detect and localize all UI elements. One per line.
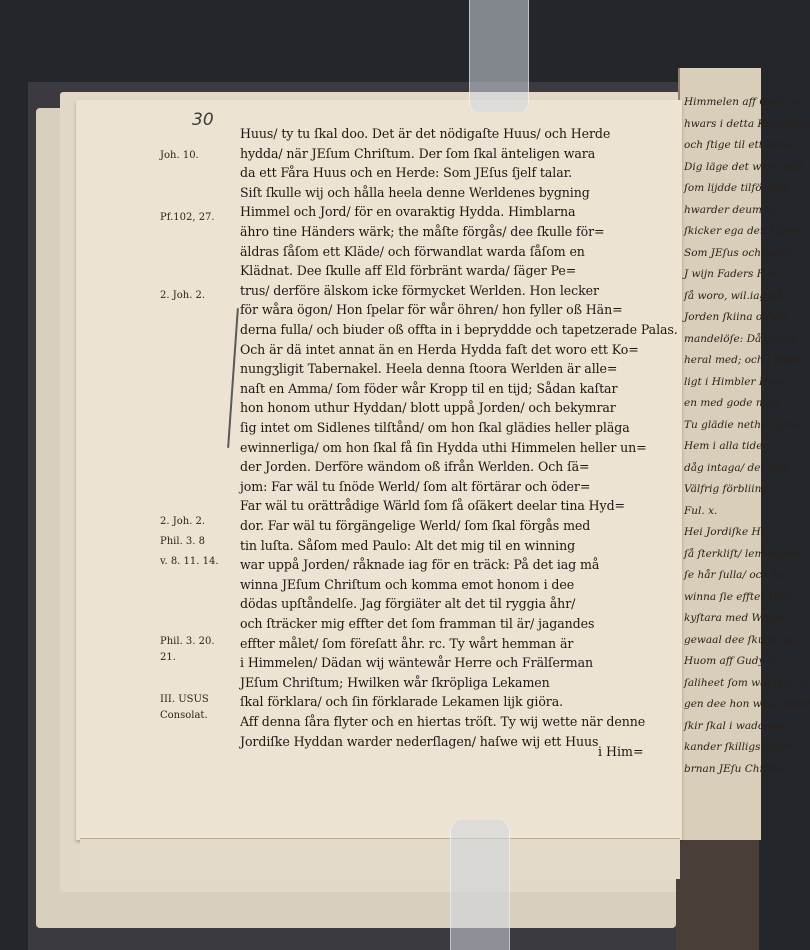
text-line: nungʒligit Tabernakel. Heela denna ſtoora Werlden är alle= (240, 361, 618, 377)
facing-page-line: och ſtige til ett annat; ſ (684, 139, 808, 151)
text-line: Far wäl tu orättrådige Wärld ſom ſå oſäkert deelar tina Hyd= (240, 498, 625, 514)
text-line: för wåra ögon/ Hon ſpelar för wår öhren/ hon fyller oß Hän= (240, 302, 623, 318)
text-line: tin luſta. Såſom med Paulo: Alt det mig til en winning (240, 537, 576, 553)
page-clip-top (469, 0, 529, 112)
facing-page-line: Himmelen aff Gudi bei (684, 96, 805, 108)
page-stack-edge (80, 838, 680, 879)
facing-page (678, 68, 810, 840)
text-line: ähro tine Händers wärk; the måſte förgås/ dee ſkulle för= (240, 224, 605, 239)
facing-page-line: Dig läge det wärt wijſt (684, 160, 804, 173)
margin-note: Phil. 3. 8 (160, 536, 206, 547)
text-line: winna JEſum Chriſtum och komma emot honom i dee (240, 576, 575, 592)
facing-page-line: kander ſkilligs hidan (684, 741, 794, 753)
book-cover (676, 840, 759, 950)
text-line: JEſum Chriſtum; Hwilken wår ſkröpliga Lekamen (240, 674, 550, 690)
text-line: naſt en Amma/ ſom föder wår Kropp til en tijd; Sådan kaſtar (240, 380, 618, 396)
page-number: 30 (192, 110, 214, 130)
margin-note: Consolat. (160, 710, 208, 721)
facing-page-line: Som JEſus och talar (684, 246, 790, 259)
margin-note: 2. Joh. 2. (160, 516, 206, 527)
text-line: i Himmelen/ Dädan wij wäntewår Herre och Frälſerman (240, 655, 594, 671)
facing-page-line: ſom lijdde tilförſelle (684, 182, 790, 194)
text-line: dödas upſtåndelſe. Jag förgiäter alt det til ryggia åhr/ (240, 596, 576, 612)
text-line: effter målet/ ſom föreſatt åhr. rc. Ty wårt hemman är (240, 635, 574, 651)
facing-page-line: gewaal dee ſkulle wa (684, 633, 797, 646)
text-line: hydda/ när JEſum Chriſtum. Der ſom ſkal änteligen wara (240, 145, 596, 161)
text-line: och ſträcker mig effter det ſom framman til är/ jagandes (240, 616, 595, 631)
text-line: äldras ſåſom ett Kläde/ och förwandlat warda ſåſom en (240, 243, 585, 259)
facing-page-line: ſe hår ſulla/ och kar (684, 569, 790, 581)
margin-note: 2. Joh. 2. (160, 290, 206, 301)
facing-page-line: en med gode med. (684, 397, 783, 409)
facing-page-line: hwars i detta Kroonung (684, 117, 810, 130)
facing-page-line: ſkir ſkal i wadomen (684, 719, 788, 732)
text-line: war uppå Jorden/ råknade iag för en träck: På det iag må (240, 557, 600, 573)
text-line: jom: Far wäl tu ſnöde Werld/ ſom alt förtärar och öder= (240, 478, 591, 494)
facing-page-line: heral med; och i ſkälli (684, 354, 801, 366)
margin-note: Joh. 10. (160, 150, 199, 161)
text-line: Siſt ſkulle wij och hålla heela denne Werldenes bygning (240, 184, 590, 200)
text-line: dor. Far wäl tu förgängelige Werld/ ſom ſkal förgås med (240, 518, 591, 533)
text-line: ſig intet om Sidlenes tilſtånd/ om hon ſkal glädies heller pläga (240, 420, 630, 435)
text-line: Aff denna ſåra flyter och en hiertas tröſt. Ty wij wette när denne (240, 714, 646, 729)
facing-page-line: J wijn Faders Hun (684, 268, 780, 280)
text-line: ſkal förklara/ och ſin förklarade Lekamen lijk giöra. (240, 694, 564, 710)
text-line: Himmel och Jord/ för en ovaraktig Hydda. Himblarna (240, 204, 576, 220)
text-line: trus/ derföre älskom icke förmycket Werlden. Hon lecker (240, 282, 599, 298)
facing-page-line: hwarder deum til. (684, 203, 780, 216)
margin-note: Phil. 3. 20. (160, 636, 215, 647)
facing-page-line: ſå woro, wil.iag gä (684, 289, 783, 302)
margin-note: III. USUS (160, 694, 209, 705)
facing-page-line: dåg intaga/ der ſkja (684, 461, 789, 474)
text-line: da ett Fåra Huus och en Herde: Som JEſus ſjelf talar. (240, 165, 573, 181)
text-line: der Jorden. Derföre wändom oß ifrån Werlden. Och ſä= (240, 459, 590, 475)
facing-page-line: brnan JEſu Chriſto. (684, 762, 786, 775)
text-line: Klädnat. Dee ſkulle aff Eld förbränt warda/ ſäger Pe= (240, 263, 577, 279)
margin-note: v. 8. 11. 14. (160, 556, 219, 567)
text-line: Och är dä intet annat än en Herda Hydda faſt det woro ett Ko= (240, 341, 639, 357)
margin-note: Pf.102, 27. (160, 212, 215, 223)
text-line: ewinnerliga/ om hon ſkal få ſin Hydda uthi Himmelen heller un= (240, 439, 647, 455)
facing-page-line: ſaliheet ſom wäl ſkan d (684, 676, 807, 689)
catchword: i Him= (598, 744, 644, 759)
margin-note: 21. (160, 652, 176, 663)
facing-page-line: ligt i Himbler Huus (684, 375, 787, 388)
facing-page-line: Tu glädie nethan ſöran (684, 418, 806, 431)
facing-page-line: Huom aff Gudy B (684, 655, 776, 667)
facing-page-line: Jorden ſkiina offtall (684, 311, 787, 323)
facing-page-line: kyſtara med Wingar (684, 612, 791, 624)
facing-page-line: Hem i alla tider/ i (684, 440, 778, 452)
facing-page-line: winna ſie effter HEr (684, 590, 791, 603)
facing-page-line: ſå ſterkliſt/ lemmaſdle (684, 547, 801, 560)
text-line: hon honom uthur Hyddan/ blott uppå Jorden/ och bekymrar (240, 400, 616, 416)
facing-page-line: mandelöſe: Då glädie (684, 332, 798, 345)
text-line: derna fulla/ och biuder oß offta in i bepryddde och tapetzerade Palas. (240, 322, 678, 337)
text-line: Jordiſke Hyddan warder nederſlagen/ haſwe wij ett Huus (240, 733, 599, 749)
facing-page-line: Ful. x. (684, 504, 718, 517)
facing-page-line: ſkicker ega den Hydd (684, 225, 799, 237)
facing-page-line: gen dee hon wage helle (684, 698, 810, 710)
text-line: Huus/ ty tu ſkal doo. Det är det nödigaſte Huus/ och Herde (240, 126, 611, 141)
facing-page-line: Hei Jordiſke Ho (684, 526, 767, 538)
facing-page-line: Välfrig förbliina. (684, 483, 771, 495)
page-clip-bottom (450, 820, 510, 950)
